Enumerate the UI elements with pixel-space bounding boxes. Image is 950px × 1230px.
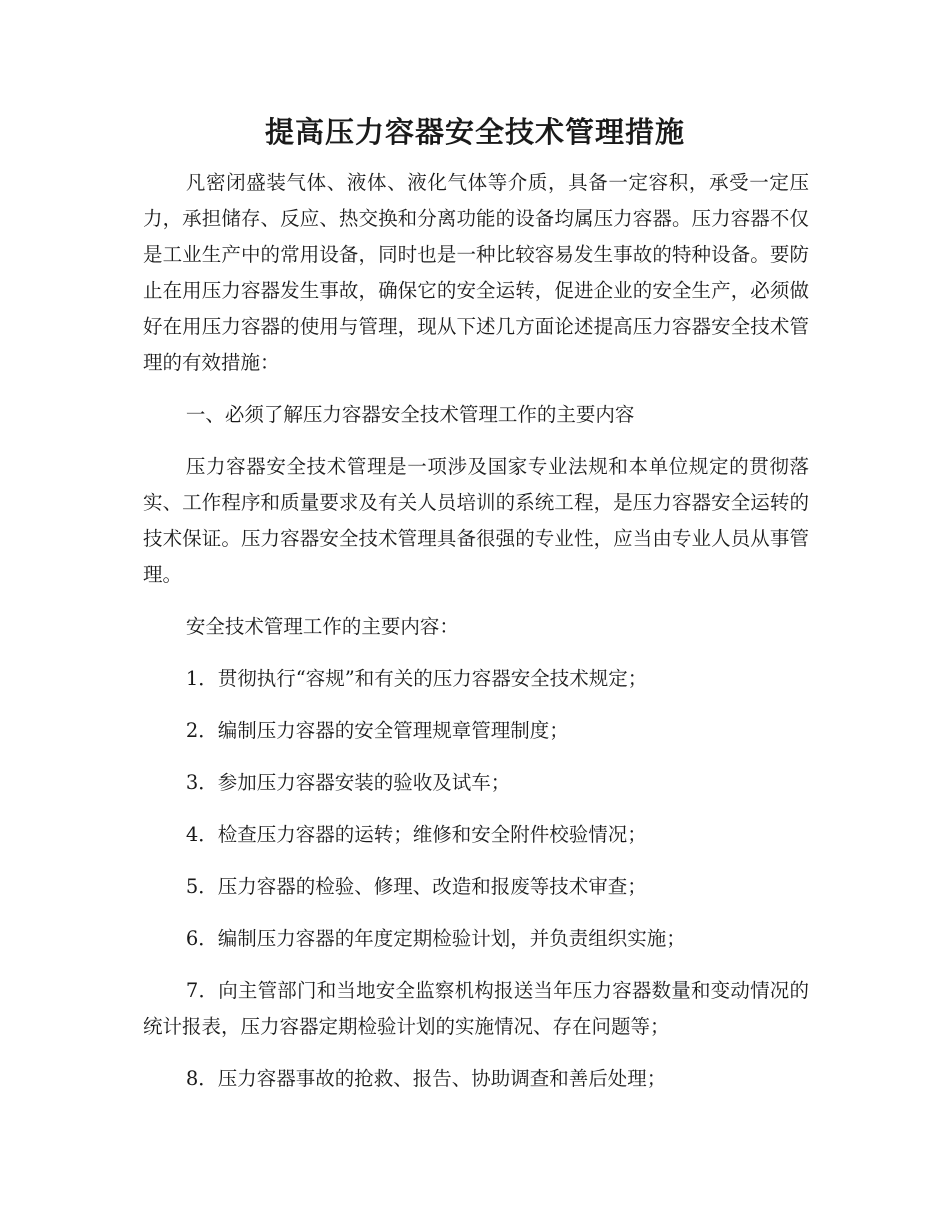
list-item: 4．检查压力容器的运转；维修和安全附件校验情况； <box>185 823 647 846</box>
list-item: 2．编制压力容器的安全管理规章管理制度； <box>185 719 569 742</box>
intro-paragraph: 凡密闭盛装气体、液体、液化气体等介质，具备一定容积，承受一定压力，承担储存、反应、热交换和分离功能的设备均属压力容器。压力容器不仅是工业生产中的常用设备，同时也是一种比较容易发生事故的特种设备。要防止在用压力容器发生事故，确保它的安全运转，促进企业的安全生产，必须做好在用压力容器的使用与管理，现从下述几方面论述提高压力容器安全技术管理的有效措施： <box>143 171 809 374</box>
document-title: 提高压力容器安全技术管理措施 <box>264 115 685 149</box>
list-item: 6．编制压力容器的年度定期检验计划，并负责组织实施； <box>185 927 686 950</box>
body-paragraph: 压力容器安全技术管理是一项涉及国家专业法规和本单位规定的贯彻落实、工作程序和质量要求及有关人员培训的系统工程，是压力容器安全运转的技术保证。压力容器安全技术管理具备很强的专业性，应当由专业人员从事管理。 <box>143 455 809 586</box>
list-item: 5．压力容器的检验、修理、改造和报废等技术审查； <box>185 875 647 898</box>
list-item: 8．压力容器事故的抢救、报告、协助调查和善后处理； <box>185 1067 667 1090</box>
list-item: 7．向主管部门和当地安全监察机构报送当年压力容器数量和变动情况的统计报表，压力容器定期检验计划的实施情况、存在问题等； <box>143 979 809 1038</box>
section-heading: 一、必须了解压力容器安全技术管理工作的主要内容 <box>185 403 635 426</box>
document-body <box>143 165 809 1097</box>
list-intro: 安全技术管理工作的主要内容： <box>185 615 459 638</box>
list-item: 1．贯彻执行“容规”和有关的压力容器安全技术规定； <box>185 667 648 690</box>
list-item: 3．参加压力容器安装的验收及试车； <box>185 771 511 794</box>
